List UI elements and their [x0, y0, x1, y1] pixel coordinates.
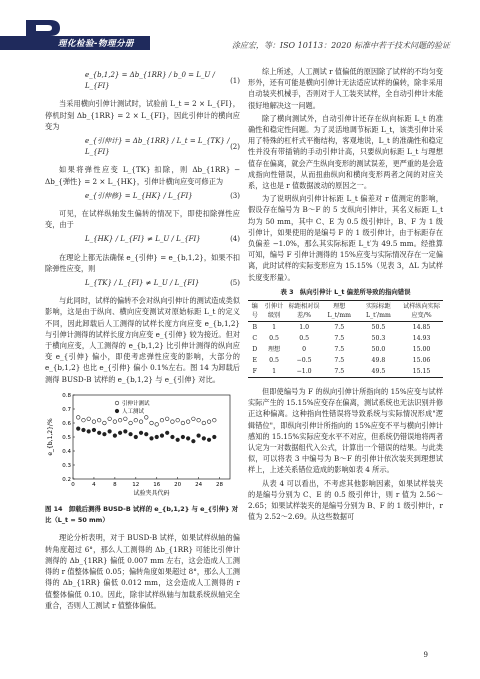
- table-caption: 表 3 纵向引伸计 L_t 偏差所导致的指向错误: [280, 287, 411, 296]
- page-number: 9: [423, 651, 428, 659]
- data-point: [82, 428, 86, 432]
- data-point: [176, 418, 180, 422]
- table-cell: 15.00: [412, 346, 431, 354]
- data-point: [171, 435, 175, 439]
- paragraph: 在理论上都无法确保 e_{引伸} = e_{b,1,2}，如果不扣除弹性应变，则: [45, 252, 240, 273]
- data-point: [171, 420, 175, 424]
- data-point: [92, 428, 96, 432]
- data-point: [76, 427, 80, 431]
- data-point: [97, 431, 101, 435]
- data-point: [97, 418, 101, 422]
- data-point: [165, 431, 169, 435]
- data-point: [155, 435, 159, 439]
- data-point: [76, 415, 80, 419]
- data-point: [124, 429, 128, 433]
- data-point: [139, 431, 143, 435]
- table-header-cell: 实际标距 L_t′/mm: [357, 301, 400, 322]
- table-cell: 50.3: [371, 335, 386, 343]
- data-point: [103, 432, 107, 436]
- y-tick-label: 0.7: [62, 406, 71, 413]
- table-header-cell: 理想 L_t/mm: [322, 301, 357, 322]
- x-tick-label: 28: [216, 481, 224, 488]
- table-cell: 15.15: [400, 366, 443, 378]
- paragraph: 综上所述，人工测试 r 值偏低的原因除了试样的不均匀变形外，还有可能是横向引伸计无法适应试样的偏转，除非采用自动装夹机械手，否则对于人工装夹试样，全自动引伸计未能很好地解决这一问题。: [248, 67, 443, 110]
- data-point: [213, 418, 217, 422]
- table-cell: 15.06: [412, 357, 431, 365]
- data-point: [113, 420, 117, 424]
- y-tick-label: 0.3: [62, 462, 71, 469]
- data-point: [192, 439, 196, 443]
- data-point: [108, 429, 112, 433]
- x-tick-label: 12: [132, 481, 140, 488]
- data-point: [207, 420, 211, 424]
- x-tick-label: 0: [71, 481, 75, 488]
- table-cell: 0: [302, 346, 307, 354]
- table-row: [248, 366, 443, 378]
- running-title: 涂应宏，等：ISO 10113：2020 标准中若干技术问题的验证: [231, 41, 450, 50]
- data-point: [192, 417, 196, 421]
- table-cell: 7.5: [334, 357, 345, 365]
- table-cell: −1.0: [287, 366, 322, 378]
- paragraph: 当采用横向引伸计测试时，试验前 L_t = 2 × L_{FI}，停机时刻 Δb_{1RR} = 2 × L_{FI}，因此引伸计的横向应变为: [45, 99, 240, 131]
- table-cell: E: [252, 357, 257, 365]
- x-tick-label: 16: [153, 481, 161, 488]
- data-point: [213, 435, 217, 439]
- x-tick-label: 20: [174, 481, 182, 488]
- data-point: [124, 417, 128, 421]
- data-point: [129, 421, 133, 425]
- table-cell: 1.0: [299, 324, 310, 332]
- data-point: [150, 436, 154, 440]
- table-cell: 14.93: [412, 335, 431, 343]
- data-point: [160, 434, 164, 438]
- data-point: [103, 421, 107, 425]
- table-cell: 7.5: [334, 346, 345, 354]
- table-cell: C: [252, 335, 258, 343]
- y-tick-label: 0.5: [62, 434, 71, 441]
- data-point: [92, 420, 96, 424]
- table-header-cell: 引伸计级别: [261, 301, 286, 322]
- equation-4: L_{HK} / L_{FI} ≠ L_U / L_{FI} (4): [85, 235, 240, 244]
- equation-3: e_{引伸修} = L_{HK} / L_{FI} (3): [85, 191, 240, 200]
- table-cell: 49.8: [371, 357, 386, 365]
- page-header: [0, 0, 480, 58]
- table-cell: B: [252, 324, 258, 332]
- table-cell: 7.5: [334, 324, 345, 332]
- data-point: [134, 418, 138, 422]
- y-tick-label: 0.6: [62, 420, 71, 427]
- data-point: [176, 438, 180, 442]
- paragraph: 如果将弹性应变 L_{TK} 扣除，则 Δb_{1RR} − Δb_{弹性} = 2 × L_{HK}，引伸计横向应变可修正为: [45, 165, 240, 186]
- data-point: [197, 418, 201, 422]
- table-row: [248, 333, 443, 344]
- table-header-row: [248, 301, 443, 322]
- table-header-cell: 标距相对误差/%: [287, 301, 322, 322]
- data-point: [186, 420, 190, 424]
- table-row: [248, 322, 443, 334]
- table-cell: 0.5: [299, 335, 310, 343]
- y-axis-label: e_{b,1,2}/%: [47, 418, 54, 456]
- figure-14: [45, 389, 240, 527]
- table-cell: 49.5: [357, 366, 400, 378]
- data-point: [134, 435, 138, 439]
- legend-marker: [115, 401, 119, 405]
- y-tick-label: 0.4: [62, 448, 71, 455]
- data-point: [207, 438, 211, 442]
- table-cell: 7.5: [334, 335, 345, 343]
- x-tick-label: 8: [113, 481, 117, 488]
- figure-caption: 图 14 卸载后测得 BUSD-B 试样的 e_{b,1,2} 与 e_{引伸} 对比（L_t = 50 mm）: [45, 505, 239, 525]
- right-column: [248, 66, 443, 525]
- table-cell: F: [248, 366, 261, 378]
- table-header-cell: 编号: [248, 301, 261, 322]
- data-point: [186, 436, 190, 440]
- data-point: [150, 421, 154, 425]
- equation-1: e_{b,1,2} = Δb_{1RR} / b_0 = L_U / L_{FI} (1): [85, 71, 240, 91]
- equation-5: L_{TK} / L_{FI} ≠ L_U / L_{FI} (5): [85, 279, 240, 288]
- data-point: [87, 429, 91, 433]
- data-point: [155, 422, 159, 426]
- data-point: [113, 434, 117, 438]
- table-cell: D: [252, 346, 258, 354]
- journal-name: 理化检验-物理分册: [58, 39, 135, 49]
- legend-marker: [115, 409, 119, 413]
- data-point: [181, 421, 185, 425]
- data-point: [118, 418, 122, 422]
- table-header-cell: 试样纵向实际应变/%: [400, 301, 443, 322]
- table-cell: 0.5: [269, 335, 279, 343]
- data-point: [82, 418, 86, 422]
- data-point: [144, 415, 148, 419]
- legend-label: 引伸计测试: [122, 400, 150, 407]
- table-cell: 0.5: [269, 357, 279, 365]
- table-3: [248, 300, 443, 378]
- table-row: [248, 355, 443, 366]
- table-cell: −0.5: [296, 357, 312, 365]
- data-point: [160, 418, 164, 422]
- table-row: [248, 344, 443, 355]
- table-cell: 50.0: [371, 346, 386, 354]
- paragraph: 与此同时，试样的偏转不会对纵向引伸计的测试造成类似影响，这是由于纵向、横向应变测试对原始标距 L_t 的定义不同，因此卸载后人工测得的试样长度方向应变 e_{b,1,2} 与引伸计测得的试样长度方向应变 e_{引伸} 较为接近。但对于横向应变，人工测得的 e_{b,1,2} 比引伸计测得的纵向应变 e_{引伸} 偏小，即使考虑弹性应变的影响，大部分的 e_{b,1,2} 也比 e_{引伸} 偏小 0.1%左右。图 14 为卸载后测得 BUSD-B 试样的 e_{b,1,2} 与 e_{引伸} 对比。: [45, 296, 240, 384]
- data-point: [87, 417, 91, 421]
- table-cell: 7.5: [322, 366, 357, 378]
- data-point: [202, 436, 206, 440]
- table-cell: 50.5: [371, 324, 386, 332]
- data-point: [129, 432, 133, 436]
- paragraph: 从表 4 可以看出，不考虑其他影响因素，如果试样装夹的是编号分别为 C、E 的 0.5 级引伸计，则 r 值为 2.56～2.65；如果试样装夹的是编号分别为 B、F 的 1 级引伸计，r 值为 2.52～2.69。从这些数据可: [248, 478, 443, 522]
- paragraph: 可见，在试样纵轴发生偏转的情况下，即使扣除弹性应变，由于: [45, 209, 240, 230]
- data-point: [118, 431, 122, 435]
- table-cell: 1: [261, 366, 286, 378]
- legend-label: 人工测试: [122, 408, 145, 415]
- data-point: [165, 417, 169, 421]
- left-column: [45, 66, 240, 613]
- x-tick-label: 4: [92, 481, 96, 488]
- data-point: [181, 435, 185, 439]
- data-point: [202, 421, 206, 425]
- paragraph: 理论分析表明，对于 BUSD-B 试样，如果试样纵轴的偏转角度超过 6°，那么人工测得的 Δb_{1RR} 可能比引伸计测得的 Δb_{1RR} 偏低 0.007 mm 左右，这会造成人工测得的 r 值整体偏低 0.05；偏转角度如果超过 8°，那么人工测得的 Δb_{1RR} 偏低 0.012 mm，这会造成人工测得的 r 值整体偏低 0.10。因此，除非试样纵轴与加载系统纵轴完全重合，否则人工测试 r 值整体偏低。: [45, 533, 240, 610]
- y-tick-label: 0.8: [62, 392, 71, 399]
- data-point: [144, 432, 148, 436]
- y-tick-label: 0.2: [62, 476, 71, 483]
- data-point: [197, 434, 201, 438]
- data-point: [139, 420, 143, 424]
- table-cell: 14.85: [412, 324, 431, 332]
- paragraph: 除了横向测试外，自动引伸计还存在纵向标距 L_t 的准确性和稳定性问题。为了灵活地调节标距 L_t，该类引伸计采用了特殊的杠杆式平衡结构，客观地说，L_t 的准确性和稳定性并没有带插销的手动引伸计高，只要纵向标距 L_t 与理想值存在偏离，就会产生纵向变形的测试误差，更严重的是会造成指向性错误，从而扭曲纵向和横向变形两者之间的对应关系，这也是 r 值数据波动的原因之一。: [248, 113, 443, 191]
- x-tick-label: 24: [195, 481, 203, 488]
- paragraph: 为了说明纵向引伸计标距 L_t 偏差对 r 值测定的影响，假设存在编号为 B～F 的 5 支纵向引伸计，其名义标距 L_t 均为 50 mm，其中 C、E 为 0.5 级引伸计，B、F 为 1 级引伸计，如果使用的是编号 F 的 1 级引伸计，由于标距存在负偏差 −1.0%，那么其实际标距 L_t′为 49.5 mm。经推算可知，编号 F 引伸计测得的 15%应变与实际情况存在一定偏离，此时试样的实际变形应为 15.15%（见表 3，ΔL 为试样长度变形量）。: [248, 194, 443, 282]
- equation-2: e_{引伸计} = Δb_{1RR} / L_t = L_{TK} / L_{FI} (2): [85, 137, 240, 157]
- scatter-chart: [45, 389, 240, 499]
- table-cell: 1: [272, 324, 276, 332]
- table-cell: 理想: [267, 346, 281, 354]
- x-axis-label: 试验夹具代码: [133, 489, 170, 497]
- data-point: [108, 417, 112, 421]
- paragraph: 但即使编号为 F 的纵向引伸计所指向的 15%应变与试样实际产生的 15.15%应变存在偏离，测试系统也无法识别并修正这种偏离。这种指向性错误将导致系统与实际情况形成"逻辑错位"，即纵向引伸计所指向的 15%应变不平与横向引伸计感知的 15.15%实际应变水平不对应，但系统仍错误地将两者认定为一对数据组代入公式，计算出一个错误的结果。与此类似，可以将表 3 中编号为 B～F 的引伸计依次装夹到理想试样上，上述关系错位造成的影响如表 4 所示。: [248, 387, 444, 475]
